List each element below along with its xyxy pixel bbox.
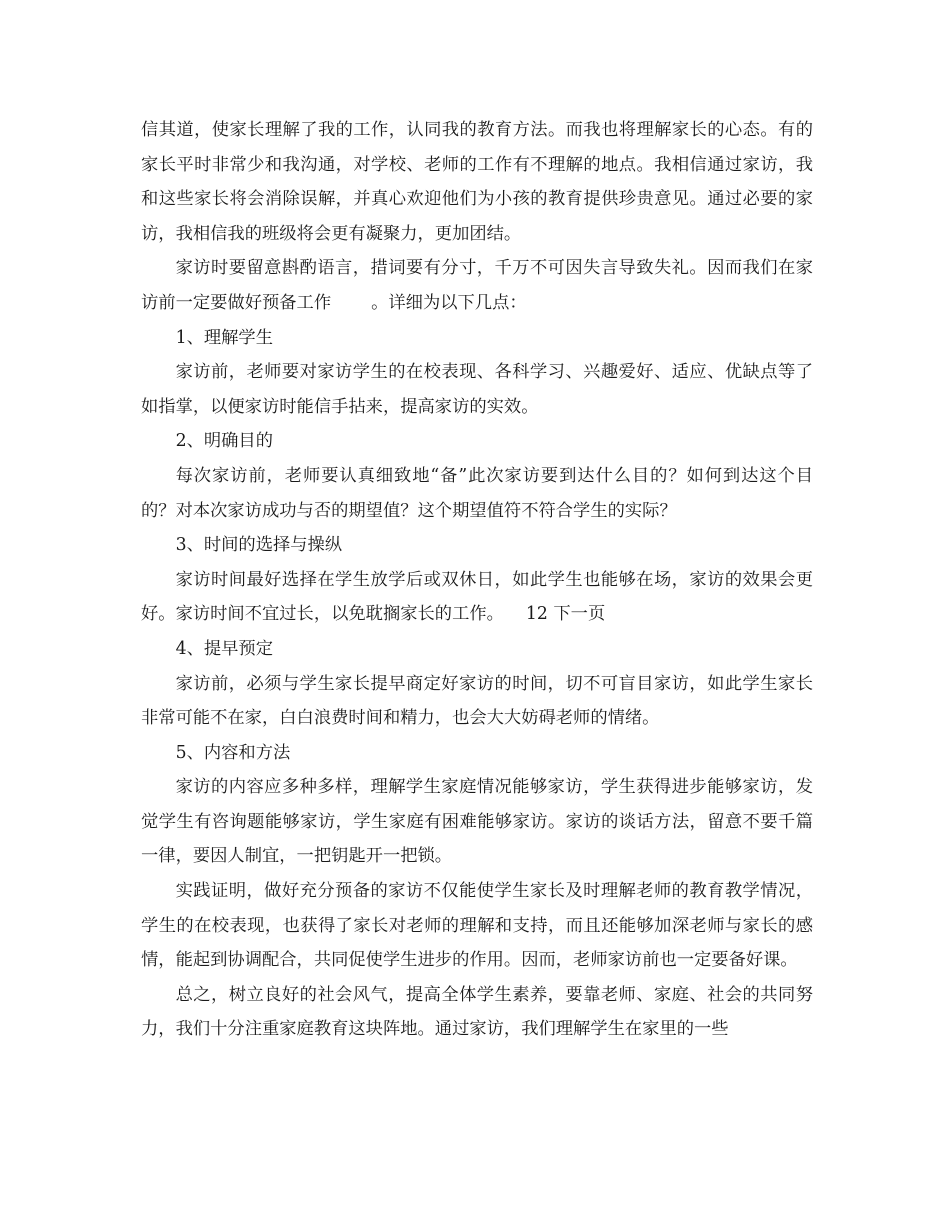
paragraph-conclusion <box>141 978 813 1047</box>
document-body <box>141 113 813 1047</box>
paragraph-content-method <box>141 770 813 874</box>
section-heading-2 <box>141 424 813 459</box>
section-heading-text: 3、时间的选择与操纵 <box>175 535 343 556</box>
paragraph-preparation <box>141 251 813 320</box>
paragraph-practice-proof <box>141 874 813 978</box>
section-heading-5 <box>141 736 813 771</box>
page-nav-text: 12 下一页 <box>525 604 606 625</box>
paragraph-text: 家访时要留意斟酌语言，措词要有分寸，千万不可因失言导致失礼。因而我们在家访前一定要做好预备工作 <box>141 258 813 313</box>
section-heading-3 <box>141 528 813 563</box>
paragraph-text: 每次家访前，老师要认真细致地“备”此次家访要到达什么目的？如何到达这个目的？对本次家访成功与否的期望值？这个期望值符不符合学生的实际？ <box>141 465 813 521</box>
paragraph-text: 家访前，必须与学生家长提早商定好家访的时间，切不可盲目家访，如此学生家长非常可能不在家，白白浪费时间和精力，也会大大妨碍老师的情绪。 <box>141 673 813 729</box>
paragraph-time-choice <box>141 563 813 632</box>
paragraph-text: 家访前，老师要对家访学生的在校表现、各科学习、兴趣爱好、适应、优缺点等了如指掌，以便家访时能信手拈来，提高家访的实效。 <box>141 362 813 417</box>
paragraph-text-tail: 。详细为以下几点： <box>371 292 527 313</box>
paragraph-text: 实践证明，做好充分预备的家访不仅能使学生家长及时理解老师的教育教学情况，学生的在校表现，也获得了家长对老师的理解和支持，而且还能够加深老师与家长的感情，能起到协调配合，共同促使学生进步的作用。因而，老师家访前也一定要备好课。 <box>141 881 813 971</box>
section-heading-text: 1、理解学生 <box>175 327 273 348</box>
section-heading-1 <box>141 321 813 356</box>
section-heading-4 <box>141 632 813 667</box>
paragraph-text: 家访的内容应多种多样，理解学生家庭情况能够家访，学生获得进步能够家访，发觉学生有咨询题能够家访，学生家庭有困难能够家访。家访的谈话方法，留意不要千篇一律，要因人制宜，一把钥匙开一把锁。 <box>141 777 813 867</box>
paragraph-clear-goal <box>141 459 813 528</box>
section-heading-text: 4、提早预定 <box>175 638 273 659</box>
section-heading-text: 2、明确目的 <box>175 431 273 452</box>
paragraph-intro <box>141 113 813 251</box>
paragraph-text: 总之，树立良好的社会风气，提高全体学生素养，要靠老师、家庭、社会的共同努力，我们十分注重家庭教育这块阵地。通过家访，我们理解学生在家里的一些 <box>141 984 813 1040</box>
paragraph-advance-booking <box>141 667 813 736</box>
paragraph-text: 家访时间最好选择在学生放学后或双休日，如此学生也能够在场，家访的效果会更好。家访时间不宜过长，以免耽搁家长的工作。 <box>141 569 813 625</box>
paragraph-text: 信其道，使家长理解了我的工作，认同我的教育方法。而我也将理解家长的心态。有的家长平时非常少和我沟通，对学校、老师的工作有不理解的地点。我相信通过家访，我和这些家长将会消除误解，并真心欢迎他们为小孩的教育提供珍贵意见。通过必要的家访，我相信我的班级将会更有凝聚力，更加团结。 <box>141 120 813 244</box>
paragraph-understand-student <box>141 355 813 424</box>
section-heading-text: 5、内容和方法 <box>175 742 291 763</box>
